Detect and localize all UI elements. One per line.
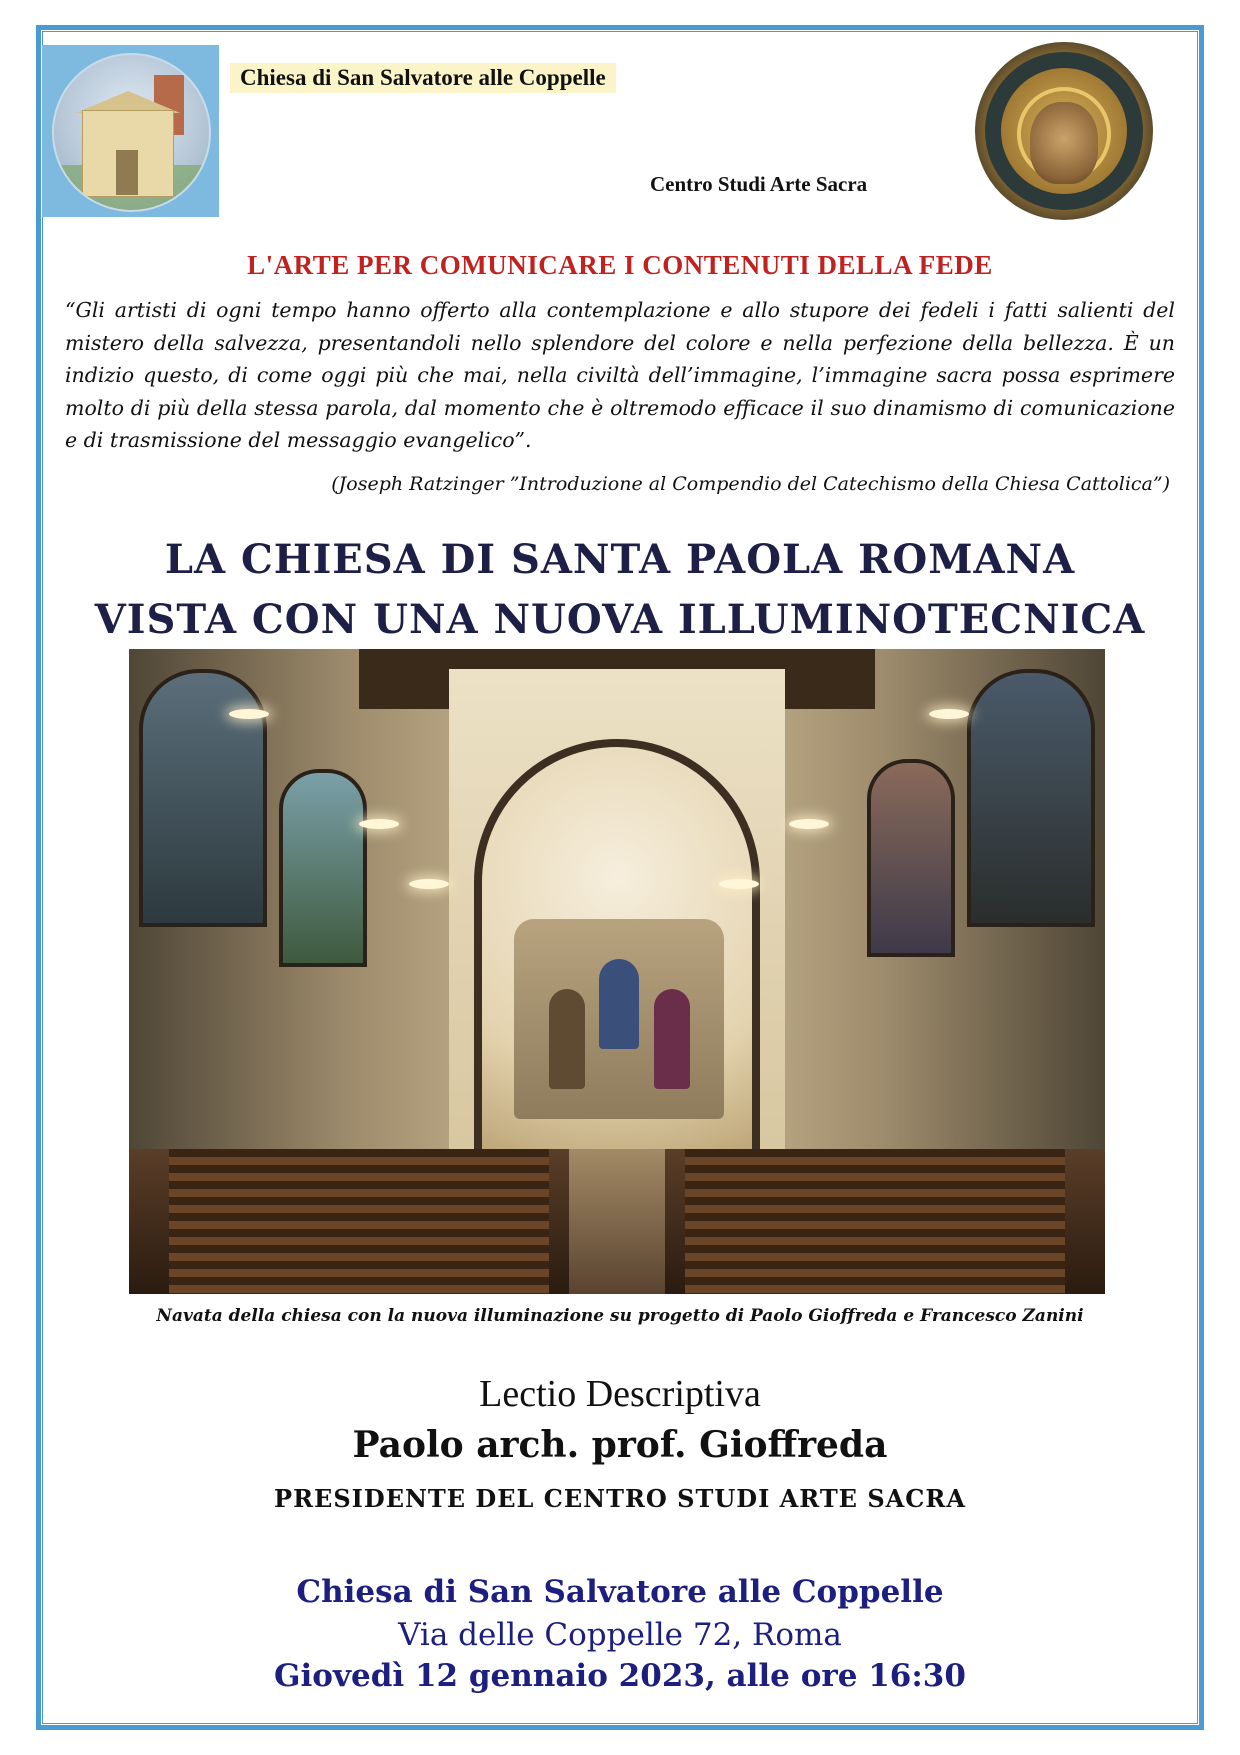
painting-right-1 [967,669,1095,927]
icon-face [1030,102,1098,184]
header-church-name: Chiesa di San Salvatore alle Coppelle [230,63,616,93]
venue-address: Via delle Coppelle 72, Roma [398,1617,842,1653]
main-title-line2: VISTA CON UNA NUOVA ILLUMINOTECNICA [94,596,1146,643]
venue-name: Chiesa di San Salvatore alle Coppelle [296,1574,944,1610]
event-type: Lectio Descriptiva [479,1373,761,1415]
painting-left-2 [279,769,367,967]
pews-left [169,1149,549,1294]
quote-text: “Gli artisti di ogni tempo hanno offerto alla contemplazione e allo stupore dei fedeli i fatti salienti del mistero della salvezza, presentandoli nello splendore del colore e nella perfezione della bellezza. È un indizio questo, di come oggi più che mai, nella civiltà dell’immagine, l’immagine sacra possa esprimere molto di più della stessa parola, dal momento che è oltremodo efficace il suo dinamismo di comunicazione e di trasmissione del messaggio evangelico”. [65,298,1175,452]
speaker-name: Paolo arch. prof. Gioffreda [352,1424,888,1466]
pews-right [685,1149,1065,1294]
church-nave-photo [129,649,1105,1294]
painting-left-1 [139,669,267,927]
church-logo [42,45,219,217]
painting-right-2 [867,759,955,957]
header-centro-name: Centro Studi Arte Sacra [650,172,868,196]
main-title [0,530,1240,650]
quote-source: (Joseph Ratzinger ”Introduzione al Compendio del Catechismo della Chiesa Cattolica”) [331,473,1170,495]
speaker-role: PRESIDENTE DEL CENTRO STUDI ARTE SACRA [274,1484,966,1513]
church-logo-image [52,53,211,212]
main-title-line1: LA CHIESA DI SANTA PAOLA ROMANA [164,536,1076,583]
photo-caption: Navata della chiesa con la nuova illuminazione su progetto di Paolo Gioffreda e Francesco Zanini [156,1306,1084,1326]
arte-sacra-seal [975,42,1153,220]
event-date: Giovedì 12 gennaio 2023, alle ore 16:30 [274,1658,966,1694]
heading: L'ARTE PER COMUNICARE I CONTENUTI DELLA FEDE [247,250,993,280]
central-aisle [569,1149,665,1294]
